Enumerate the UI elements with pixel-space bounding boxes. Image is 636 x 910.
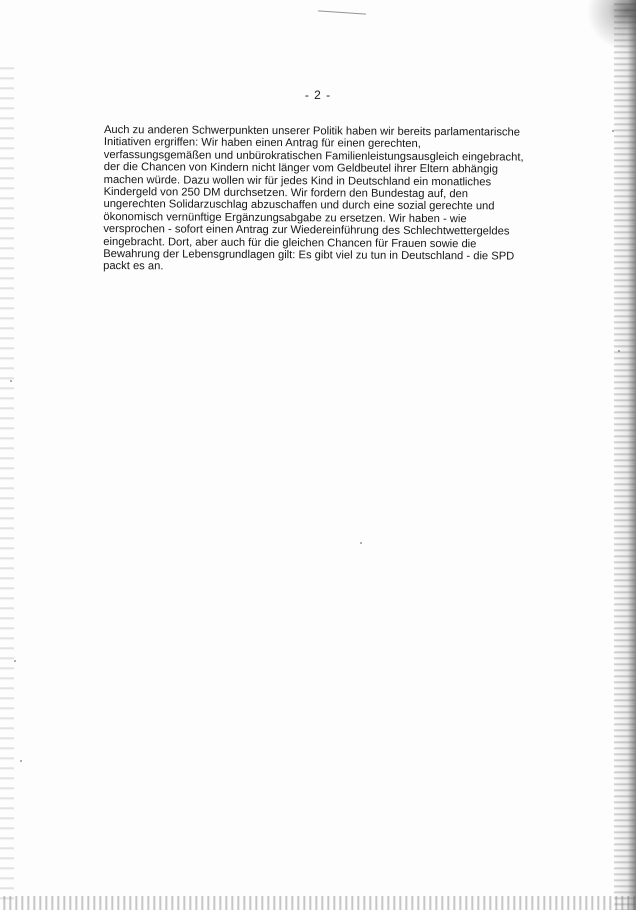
paragraph-line: Bewahrung der Lebensgrundlagen gilt: Es gibt viel zu tun in Deutschland - die SPD — [103, 248, 515, 263]
scan-speck — [14, 660, 16, 662]
scan-speck — [612, 130, 614, 132]
scan-speck — [360, 542, 362, 544]
paragraph-line: eingebracht. Dort, aber auch für die gleichen Chancen für Frauen sowie die — [103, 235, 477, 250]
paragraph-line: ungerechten Solidarzuschlag abzuschaffen und durch eine sozial gerechte und — [103, 198, 495, 213]
paragraph-line: Auch zu anderen Schwerpunkten unserer Politik haben wir bereits parlamentarische — [103, 124, 521, 139]
paragraph-line: ökonomisch vernünftige Ergänzungsabgabe zu ersetzen. Wir haben - wie — [103, 210, 467, 226]
scan-edge-right — [614, 0, 636, 910]
scan-edge-bottom — [0, 896, 636, 910]
scan-edge-left — [0, 60, 14, 900]
scan-speck — [10, 380, 12, 382]
paragraph-line: machen würde. Dazu wollen wir für jedes Kind in Deutschland ein monatliches — [103, 173, 492, 188]
paragraph-line: Initiativen ergriffen: Wir haben einen Antrag für einen gerechten, — [103, 136, 421, 151]
scan-corner-shadow — [576, 0, 636, 70]
scan-mark — [318, 10, 366, 14]
paragraph-line: der die Chancen von Kindern nicht länger vom Geldbeutel ihrer Eltern abhängig — [103, 161, 499, 176]
paragraph-line: versprochen - sofort einen Antrag zur Wiedereinführung des Schlechtwettergeldes — [103, 223, 510, 238]
body-paragraph — [103, 124, 534, 275]
paragraph-line: Kindergeld von 250 DM durchsetzen. Wir fordern den Bundestag auf, den — [103, 186, 469, 201]
paragraph-line: packt es an. — [103, 260, 164, 273]
paragraph-line: verfassungsgemäßen und unbürokratischen Familienleistungsausgleich eingebracht, — [103, 148, 524, 164]
page-number: - 2 - — [304, 88, 332, 102]
scan-speck — [20, 760, 22, 762]
scan-speck — [618, 350, 620, 352]
